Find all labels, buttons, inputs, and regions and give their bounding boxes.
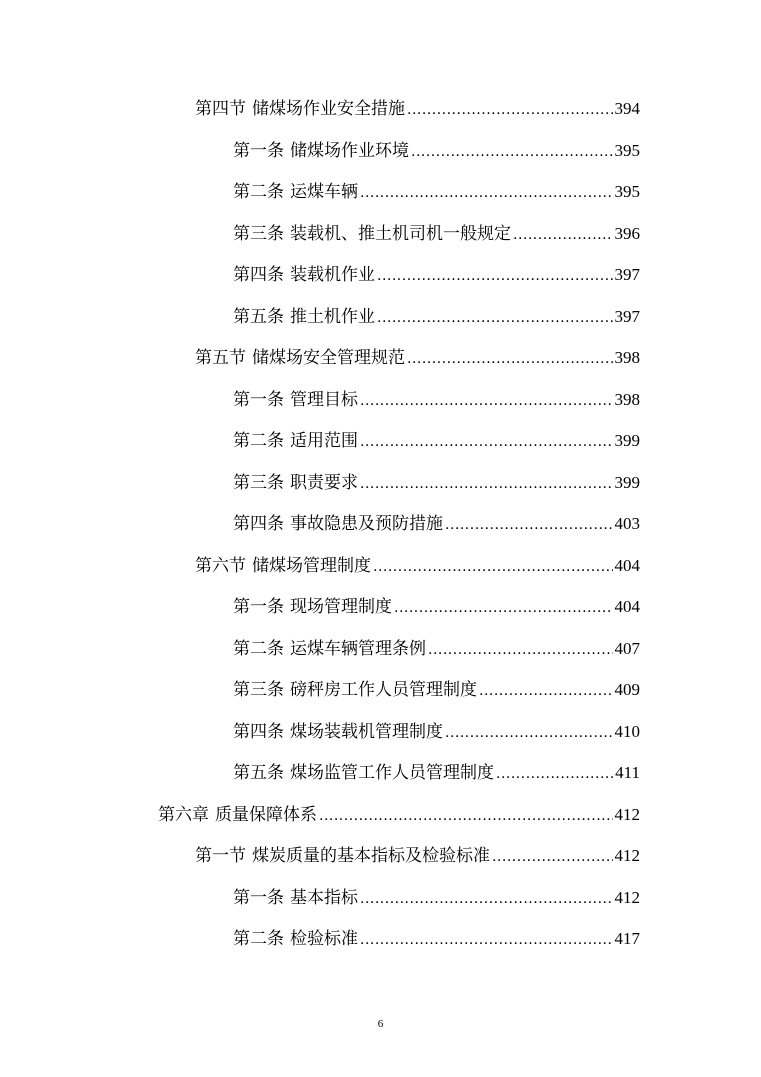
toc-entry-number: 第三条: [233, 680, 284, 700]
toc-entry[interactable]: [195, 844, 640, 868]
toc-entry-page: 397: [614, 307, 640, 326]
toc-entry[interactable]: [158, 803, 640, 827]
toc-entry-page: 398: [614, 348, 640, 367]
toc-entry-page: 411: [615, 763, 640, 782]
toc-entry-title: 职责要求: [290, 473, 358, 493]
toc-entry-number: 第六章: [158, 805, 209, 825]
toc-entry-number: 第一节: [195, 846, 246, 866]
dot-leader: [394, 596, 613, 620]
toc-entry-page: 412: [614, 888, 640, 907]
toc-entry[interactable]: [233, 761, 640, 785]
toc-entry-page: 396: [614, 224, 640, 243]
dot-leader: [496, 762, 613, 786]
toc-entry[interactable]: [233, 305, 640, 329]
toc-entry-title: 储煤场管理制度: [252, 556, 371, 576]
dot-leader: [377, 306, 613, 330]
dot-leader: [360, 181, 613, 205]
toc-entry-title: 检验标准: [290, 929, 358, 949]
toc-entry[interactable]: [195, 554, 640, 578]
toc-entry[interactable]: [233, 512, 640, 536]
toc-entry[interactable]: [233, 678, 640, 702]
toc-entry-page: 399: [614, 431, 640, 450]
dot-leader: [479, 679, 613, 703]
dot-leader: [360, 472, 613, 496]
toc-entry[interactable]: [195, 346, 640, 370]
toc-entry-number: 第二条: [233, 431, 284, 451]
toc-entry-number: 第一条: [233, 390, 284, 410]
dot-leader: [513, 223, 613, 247]
toc-entry[interactable]: [233, 139, 640, 163]
toc-entry[interactable]: [233, 222, 640, 246]
toc-entry-title: 事故隐患及预防措施: [290, 514, 443, 534]
dot-leader: [377, 264, 613, 288]
toc-entry-page: 403: [614, 514, 640, 533]
toc-entry-title: 推土机作业: [290, 307, 375, 327]
toc-entry-number: 第五条: [233, 763, 284, 783]
toc-entry-page: 417: [614, 929, 640, 948]
toc-entry-page: 409: [614, 680, 640, 699]
toc-entry[interactable]: [233, 595, 640, 619]
toc-entry-page: 397: [614, 265, 640, 284]
toc-entry-title: 煤场监管工作人员管理制度: [290, 763, 494, 783]
toc-entry-number: 第四条: [233, 265, 284, 285]
toc-entry-number: 第六节: [195, 556, 246, 576]
dot-leader: [360, 928, 613, 952]
dot-leader: [407, 98, 613, 122]
toc-entry-number: 第三条: [233, 224, 284, 244]
toc-entry-title: 煤场装载机管理制度: [290, 722, 443, 742]
toc-entry-title: 磅秤房工作人员管理制度: [290, 680, 477, 700]
toc-entry[interactable]: [233, 263, 640, 287]
toc-entry-title: 适用范围: [290, 431, 358, 451]
toc-entry[interactable]: [233, 388, 640, 412]
dot-leader: [360, 430, 613, 454]
toc-entry-number: 第一条: [233, 888, 284, 908]
toc-entry[interactable]: [195, 97, 640, 121]
toc-entry-title: 质量保障体系: [215, 805, 317, 825]
toc-entry-title: 运煤车辆: [290, 182, 358, 202]
toc-entry-title: 储煤场安全管理规范: [252, 348, 405, 368]
toc-entry-number: 第一条: [233, 597, 284, 617]
toc-entry-title: 基本指标: [290, 888, 358, 908]
dot-leader: [411, 140, 613, 164]
toc-entry-number: 第四条: [233, 722, 284, 742]
toc-entry-page: 407: [614, 639, 640, 658]
dot-leader: [492, 845, 613, 869]
toc-entry-page: 412: [614, 846, 640, 865]
toc-entry-number: 第二条: [233, 639, 284, 659]
toc-entry-number: 第四条: [233, 514, 284, 534]
toc-entry[interactable]: [233, 886, 640, 910]
toc-entry-title: 储煤场作业环境: [290, 141, 409, 161]
toc-entry[interactable]: [233, 720, 640, 744]
toc-entry-page: 394: [614, 99, 640, 118]
toc-entry[interactable]: [233, 429, 640, 453]
toc-entry[interactable]: [233, 471, 640, 495]
toc-entry-page: 395: [614, 182, 640, 201]
toc-entry-number: 第二条: [233, 929, 284, 949]
toc-entry-number: 第一条: [233, 141, 284, 161]
toc-entry-title: 运煤车辆管理条例: [290, 639, 426, 659]
toc-entry-page: 412: [614, 805, 640, 824]
toc-entry-title: 装载机、推土机司机一般规定: [290, 224, 511, 244]
toc-entry-title: 储煤场作业安全措施: [252, 99, 405, 119]
dot-leader: [360, 887, 613, 911]
toc-entry[interactable]: [233, 180, 640, 204]
dot-leader: [373, 555, 613, 579]
dot-leader: [319, 804, 613, 828]
page-number-footer: 6: [377, 1018, 384, 1030]
toc-entry-page: 410: [614, 722, 640, 741]
toc-entry-page: 404: [614, 556, 640, 575]
toc-entry-title: 管理目标: [290, 390, 358, 410]
toc-entry-number: 第三条: [233, 473, 284, 493]
toc-entry-page: 399: [614, 473, 640, 492]
toc-entry-page: 395: [614, 141, 640, 160]
dot-leader: [428, 638, 613, 662]
toc-entry-page: 404: [614, 597, 640, 616]
toc-entry-page: 398: [614, 390, 640, 409]
toc-entry-number: 第五节: [195, 348, 246, 368]
toc-entry-number: 第二条: [233, 182, 284, 202]
toc-entry[interactable]: [233, 637, 640, 661]
toc-entry-number: 第五条: [233, 307, 284, 327]
toc-entry-number: 第四节: [195, 99, 246, 119]
toc-entry-title: 装载机作业: [290, 265, 375, 285]
dot-leader: [360, 389, 613, 413]
dot-leader: [445, 513, 613, 537]
toc-entry-title: 现场管理制度: [290, 597, 392, 617]
toc-entry-title: 煤炭质量的基本指标及检验标准: [252, 846, 490, 866]
dot-leader: [445, 721, 613, 745]
dot-leader: [407, 347, 613, 371]
toc-entry[interactable]: [233, 927, 640, 951]
